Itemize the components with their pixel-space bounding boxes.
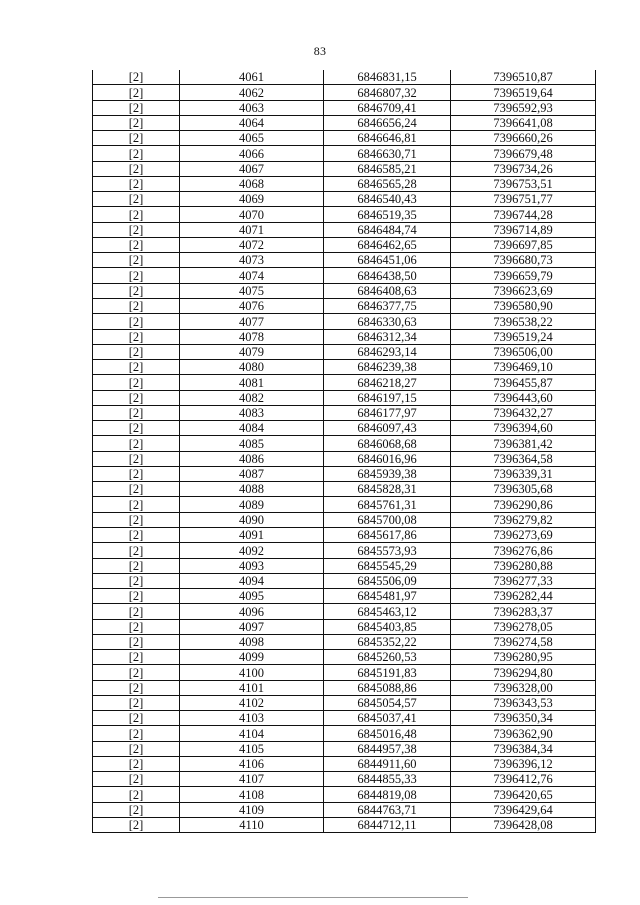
zone-cell: [2] [93,650,180,665]
y-coordinate-cell: 7396350,34 [451,711,596,726]
x-coordinate-cell: 6845939,38 [324,466,451,481]
zone-cell: [2] [93,665,180,680]
x-coordinate-cell: 6846630,71 [324,146,451,161]
zone-cell: [2] [93,634,180,649]
point-number-cell: 4065 [180,131,324,146]
x-coordinate-cell: 6846438,50 [324,268,451,283]
zone-cell: [2] [93,466,180,481]
y-coordinate-cell: 7396290,86 [451,497,596,512]
zone-cell: [2] [93,756,180,771]
zone-cell: [2] [93,314,180,329]
y-coordinate-cell: 7396278,05 [451,619,596,634]
zone-cell: [2] [93,421,180,436]
table-row [93,711,596,726]
y-coordinate-cell: 7396641,08 [451,115,596,130]
table-row [93,344,596,359]
zone-cell: [2] [93,695,180,710]
y-coordinate-cell: 7396679,48 [451,146,596,161]
x-coordinate-cell: 6845828,31 [324,482,451,497]
table-row [93,298,596,313]
y-coordinate-cell: 7396432,27 [451,405,596,420]
point-number-cell: 4086 [180,451,324,466]
table-row [93,527,596,542]
zone-cell: [2] [93,818,180,833]
point-number-cell: 4080 [180,360,324,375]
zone-cell: [2] [93,298,180,313]
table-row [93,634,596,649]
point-number-cell: 4106 [180,756,324,771]
point-number-cell: 4091 [180,527,324,542]
point-number-cell: 4108 [180,787,324,802]
point-number-cell: 4064 [180,115,324,130]
y-coordinate-cell: 7396339,31 [451,466,596,481]
point-number-cell: 4101 [180,680,324,695]
zone-cell: [2] [93,70,180,85]
y-coordinate-cell: 7396510,87 [451,70,596,85]
zone-cell: [2] [93,543,180,558]
y-coordinate-cell: 7396623,69 [451,283,596,298]
point-number-cell: 4062 [180,85,324,100]
y-coordinate-cell: 7396412,76 [451,772,596,787]
y-coordinate-cell: 7396660,26 [451,131,596,146]
table-row [93,543,596,558]
y-coordinate-cell: 7396294,80 [451,665,596,680]
y-coordinate-cell: 7396428,08 [451,818,596,833]
zone-cell: [2] [93,85,180,100]
x-coordinate-cell: 6845191,83 [324,665,451,680]
y-coordinate-cell: 7396277,33 [451,573,596,588]
zone-cell: [2] [93,405,180,420]
table-row [93,268,596,283]
table-row [93,85,596,100]
table-row [93,619,596,634]
zone-cell: [2] [93,207,180,222]
table-row [93,222,596,237]
table-row [93,512,596,527]
x-coordinate-cell: 6846097,43 [324,421,451,436]
point-number-cell: 4093 [180,558,324,573]
table-row [93,695,596,710]
table-row [93,131,596,146]
y-coordinate-cell: 7396697,85 [451,237,596,252]
page-bottom-rule [158,897,468,898]
y-coordinate-cell: 7396455,87 [451,375,596,390]
x-coordinate-cell: 6845573,93 [324,543,451,558]
y-coordinate-cell: 7396343,53 [451,695,596,710]
point-number-cell: 4061 [180,70,324,85]
x-coordinate-cell: 6845481,97 [324,589,451,604]
x-coordinate-cell: 6846377,75 [324,298,451,313]
point-number-cell: 4094 [180,573,324,588]
zone-cell: [2] [93,390,180,405]
point-number-cell: 4069 [180,192,324,207]
zone-cell: [2] [93,283,180,298]
point-number-cell: 4092 [180,543,324,558]
y-coordinate-cell: 7396519,64 [451,85,596,100]
point-number-cell: 4087 [180,466,324,481]
x-coordinate-cell: 6845352,22 [324,634,451,649]
point-number-cell: 4107 [180,772,324,787]
table-row [93,741,596,756]
point-number-cell: 4079 [180,344,324,359]
zone-cell: [2] [93,161,180,176]
point-number-cell: 4063 [180,100,324,115]
x-coordinate-cell: 6845016,48 [324,726,451,741]
table-row [93,161,596,176]
point-number-cell: 4104 [180,726,324,741]
table-row [93,390,596,405]
zone-cell: [2] [93,512,180,527]
table-row [93,405,596,420]
y-coordinate-cell: 7396519,24 [451,329,596,344]
y-coordinate-cell: 7396280,88 [451,558,596,573]
table-row [93,237,596,252]
y-coordinate-cell: 7396420,65 [451,787,596,802]
x-coordinate-cell: 6845700,08 [324,512,451,527]
zone-cell: [2] [93,573,180,588]
zone-cell: [2] [93,146,180,161]
zone-cell: [2] [93,268,180,283]
point-number-cell: 4071 [180,222,324,237]
zone-cell: [2] [93,558,180,573]
zone-cell: [2] [93,527,180,542]
x-coordinate-cell: 6844911,60 [324,756,451,771]
point-number-cell: 4089 [180,497,324,512]
x-coordinate-cell: 6844763,71 [324,802,451,817]
x-coordinate-cell: 6846709,41 [324,100,451,115]
page-number: 83 [313,44,327,58]
y-coordinate-cell: 7396538,22 [451,314,596,329]
zone-cell: [2] [93,253,180,268]
y-coordinate-cell: 7396381,42 [451,436,596,451]
point-number-cell: 4077 [180,314,324,329]
table-row [93,375,596,390]
table-row [93,253,596,268]
table-row [93,314,596,329]
table-row [93,176,596,191]
y-coordinate-cell: 7396429,64 [451,802,596,817]
y-coordinate-cell: 7396744,28 [451,207,596,222]
x-coordinate-cell: 6846656,24 [324,115,451,130]
x-coordinate-cell: 6846330,63 [324,314,451,329]
x-coordinate-cell: 6845617,86 [324,527,451,542]
table-row [93,146,596,161]
zone-cell: [2] [93,222,180,237]
table-row [93,100,596,115]
x-coordinate-cell: 6846197,15 [324,390,451,405]
y-coordinate-cell: 7396506,00 [451,344,596,359]
point-number-cell: 4067 [180,161,324,176]
y-coordinate-cell: 7396443,60 [451,390,596,405]
x-coordinate-cell: 6846585,21 [324,161,451,176]
zone-cell: [2] [93,131,180,146]
table-row [93,329,596,344]
table-row [93,772,596,787]
table-row [93,192,596,207]
x-coordinate-cell: 6846451,06 [324,253,451,268]
y-coordinate-cell: 7396396,12 [451,756,596,771]
table-row [93,665,596,680]
coordinates-table [92,70,596,833]
zone-cell: [2] [93,741,180,756]
y-coordinate-cell: 7396394,60 [451,421,596,436]
point-number-cell: 4103 [180,711,324,726]
point-number-cell: 4109 [180,802,324,817]
y-coordinate-cell: 7396305,68 [451,482,596,497]
zone-cell: [2] [93,711,180,726]
y-coordinate-cell: 7396283,37 [451,604,596,619]
zone-cell: [2] [93,619,180,634]
zone-cell: [2] [93,589,180,604]
table-row [93,451,596,466]
y-coordinate-cell: 7396753,51 [451,176,596,191]
x-coordinate-cell: 6846484,74 [324,222,451,237]
x-coordinate-cell: 6845037,41 [324,711,451,726]
point-number-cell: 4066 [180,146,324,161]
zone-cell: [2] [93,726,180,741]
point-number-cell: 4082 [180,390,324,405]
y-coordinate-cell: 7396680,73 [451,253,596,268]
table-row [93,466,596,481]
y-coordinate-cell: 7396273,69 [451,527,596,542]
y-coordinate-cell: 7396276,86 [451,543,596,558]
y-coordinate-cell: 7396364,58 [451,451,596,466]
y-coordinate-cell: 7396280,95 [451,650,596,665]
table-row [93,802,596,817]
table-row [93,436,596,451]
zone-cell: [2] [93,497,180,512]
table-row [93,482,596,497]
y-coordinate-cell: 7396384,34 [451,741,596,756]
zone-cell: [2] [93,436,180,451]
x-coordinate-cell: 6845506,09 [324,573,451,588]
point-number-cell: 4081 [180,375,324,390]
table-row [93,818,596,833]
x-coordinate-cell: 6844855,33 [324,772,451,787]
y-coordinate-cell: 7396751,77 [451,192,596,207]
point-number-cell: 4075 [180,283,324,298]
point-number-cell: 4072 [180,237,324,252]
table-row [93,787,596,802]
table-row [93,650,596,665]
point-number-cell: 4085 [180,436,324,451]
point-number-cell: 4070 [180,207,324,222]
x-coordinate-cell: 6844712,11 [324,818,451,833]
table-row [93,115,596,130]
zone-cell: [2] [93,237,180,252]
point-number-cell: 4068 [180,176,324,191]
x-coordinate-cell: 6846068,68 [324,436,451,451]
x-coordinate-cell: 6845403,85 [324,619,451,634]
coordinates-table-container [92,70,595,833]
table-row [93,558,596,573]
x-coordinate-cell: 6846519,35 [324,207,451,222]
y-coordinate-cell: 7396714,89 [451,222,596,237]
x-coordinate-cell: 6846807,32 [324,85,451,100]
x-coordinate-cell: 6845054,57 [324,695,451,710]
point-number-cell: 4073 [180,253,324,268]
zone-cell: [2] [93,802,180,817]
x-coordinate-cell: 6846831,15 [324,70,451,85]
point-number-cell: 4074 [180,268,324,283]
table-row [93,207,596,222]
x-coordinate-cell: 6846565,28 [324,176,451,191]
table-row [93,604,596,619]
table-row [93,70,596,85]
point-number-cell: 4088 [180,482,324,497]
point-number-cell: 4078 [180,329,324,344]
table-row [93,573,596,588]
table-row [93,589,596,604]
y-coordinate-cell: 7396734,26 [451,161,596,176]
zone-cell: [2] [93,344,180,359]
table-row [93,283,596,298]
x-coordinate-cell: 6846540,43 [324,192,451,207]
point-number-cell: 4100 [180,665,324,680]
point-number-cell: 4105 [180,741,324,756]
x-coordinate-cell: 6845463,12 [324,604,451,619]
zone-cell: [2] [93,375,180,390]
point-number-cell: 4099 [180,650,324,665]
zone-cell: [2] [93,604,180,619]
point-number-cell: 4110 [180,818,324,833]
zone-cell: [2] [93,176,180,191]
x-coordinate-cell: 6846312,34 [324,329,451,344]
x-coordinate-cell: 6846646,81 [324,131,451,146]
x-coordinate-cell: 6846239,38 [324,360,451,375]
y-coordinate-cell: 7396659,79 [451,268,596,283]
zone-cell: [2] [93,329,180,344]
x-coordinate-cell: 6845088,86 [324,680,451,695]
point-number-cell: 4083 [180,405,324,420]
y-coordinate-cell: 7396328,00 [451,680,596,695]
y-coordinate-cell: 7396469,10 [451,360,596,375]
point-number-cell: 4098 [180,634,324,649]
point-number-cell: 4097 [180,619,324,634]
y-coordinate-cell: 7396274,58 [451,634,596,649]
table-row [93,497,596,512]
y-coordinate-cell: 7396279,82 [451,512,596,527]
zone-cell: [2] [93,482,180,497]
point-number-cell: 4076 [180,298,324,313]
x-coordinate-cell: 6845260,53 [324,650,451,665]
zone-cell: [2] [93,680,180,695]
table-row [93,421,596,436]
y-coordinate-cell: 7396362,90 [451,726,596,741]
table-row [93,756,596,771]
x-coordinate-cell: 6846293,14 [324,344,451,359]
zone-cell: [2] [93,451,180,466]
table-row [93,360,596,375]
point-number-cell: 4084 [180,421,324,436]
y-coordinate-cell: 7396580,90 [451,298,596,313]
zone-cell: [2] [93,772,180,787]
x-coordinate-cell: 6846016,96 [324,451,451,466]
point-number-cell: 4095 [180,589,324,604]
coordinates-table-body [93,70,596,833]
x-coordinate-cell: 6846177,97 [324,405,451,420]
table-row [93,680,596,695]
zone-cell: [2] [93,192,180,207]
y-coordinate-cell: 7396592,93 [451,100,596,115]
x-coordinate-cell: 6846218,27 [324,375,451,390]
point-number-cell: 4090 [180,512,324,527]
zone-cell: [2] [93,360,180,375]
x-coordinate-cell: 6846408,63 [324,283,451,298]
point-number-cell: 4096 [180,604,324,619]
zone-cell: [2] [93,100,180,115]
zone-cell: [2] [93,115,180,130]
x-coordinate-cell: 6845761,31 [324,497,451,512]
y-coordinate-cell: 7396282,44 [451,589,596,604]
zone-cell: [2] [93,787,180,802]
x-coordinate-cell: 6844957,38 [324,741,451,756]
x-coordinate-cell: 6844819,08 [324,787,451,802]
x-coordinate-cell: 6846462,65 [324,237,451,252]
x-coordinate-cell: 6845545,29 [324,558,451,573]
table-row [93,726,596,741]
point-number-cell: 4102 [180,695,324,710]
